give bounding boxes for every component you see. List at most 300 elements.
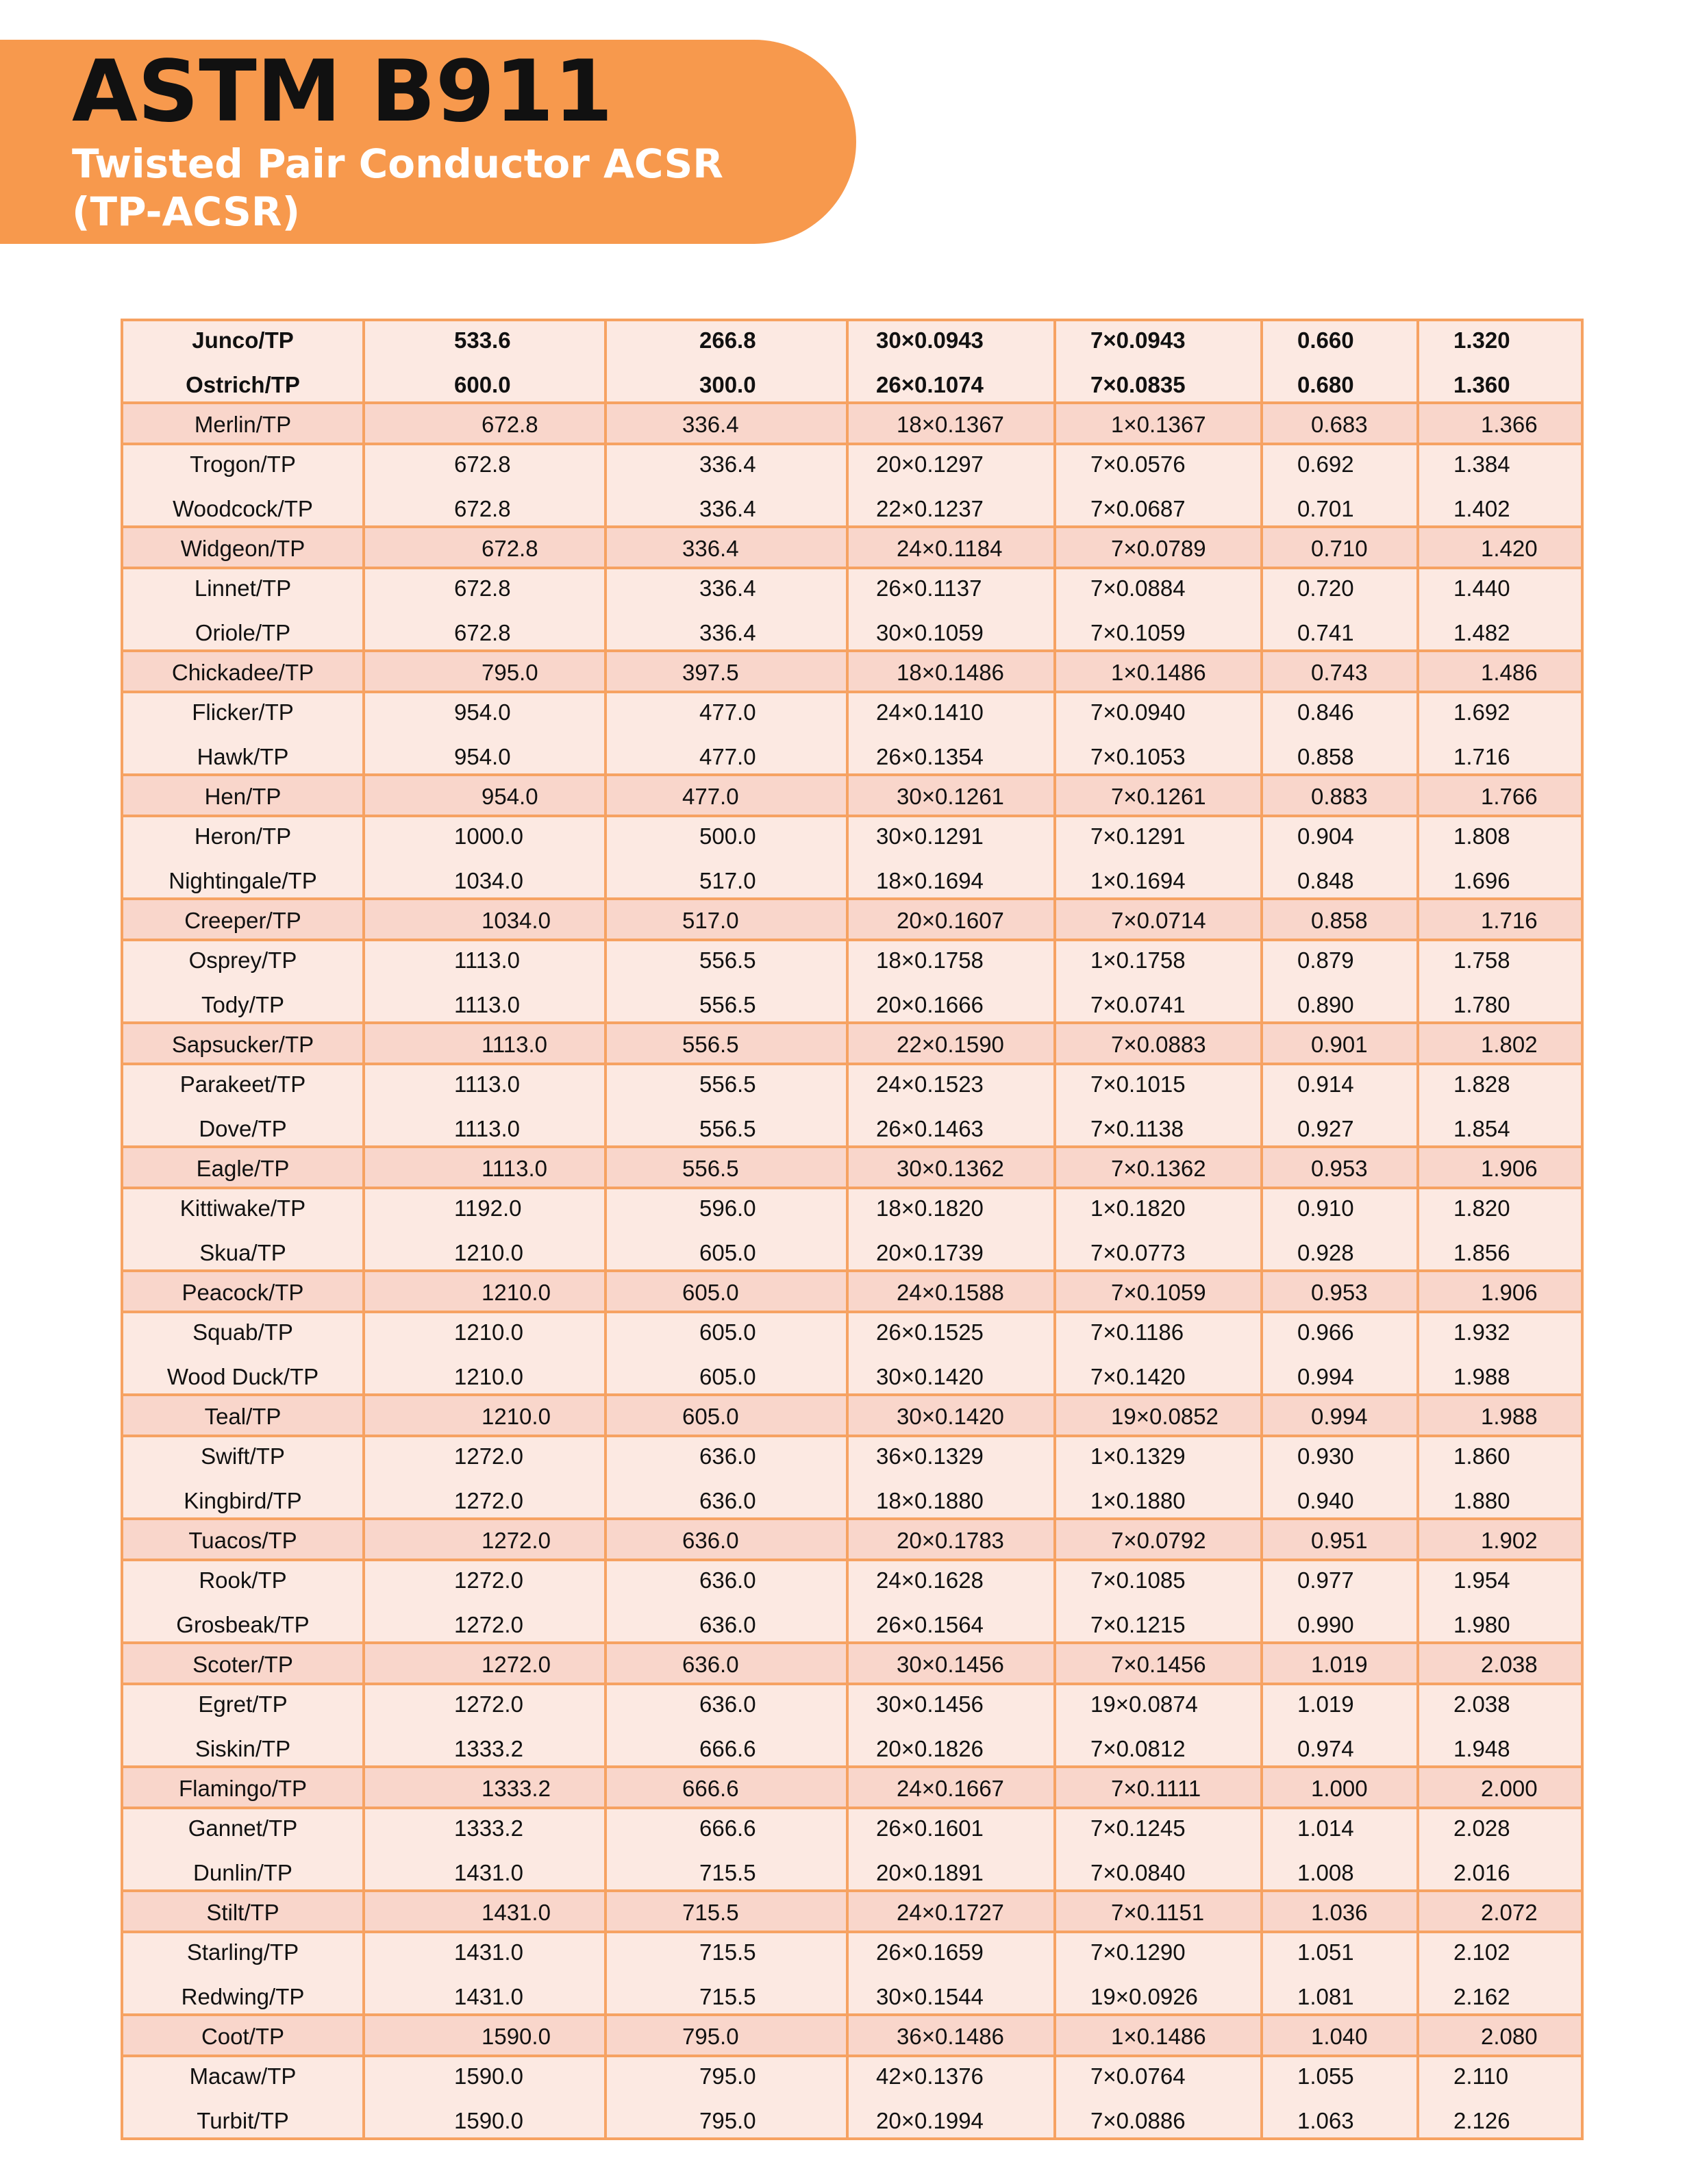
cell-value: 336.4	[699, 575, 756, 601]
cell-value: 7×0.0789	[1111, 536, 1206, 561]
cell-value: 7×0.1186	[1090, 1319, 1184, 1345]
cell-value: 1.081	[1297, 1984, 1354, 2009]
conductor-name: Osprey/TP	[188, 947, 297, 973]
conductor-name: Macaw/TP	[189, 2063, 297, 2089]
table-cell	[1418, 2015, 1582, 2056]
cell-value: 20×0.1739	[876, 1240, 984, 1265]
table-cell	[122, 568, 364, 651]
cell-value: 556.5	[699, 1071, 756, 1097]
table-cell	[122, 1395, 364, 1436]
table-cell	[122, 899, 364, 940]
cell-value: 20×0.1297	[876, 451, 984, 477]
cell-value: 605.0	[699, 1319, 756, 1345]
cell-value: 2.028	[1453, 1815, 1510, 1841]
table-cell	[1418, 320, 1582, 403]
cell-value: 7×0.0741	[1090, 992, 1186, 1017]
cell-value: 19×0.0926	[1090, 1984, 1198, 2009]
table-cell	[1055, 1395, 1262, 1436]
table-cell	[122, 1684, 364, 1767]
cell-value: 1.320	[1453, 327, 1510, 353]
cell-value: 7×0.0940	[1090, 699, 1186, 725]
cell-value: 672.8	[454, 451, 511, 477]
table-cell	[1055, 1064, 1262, 1147]
table-row-group	[122, 2056, 1582, 2139]
cell-value: 0.914	[1297, 1071, 1354, 1097]
table-cell	[1418, 651, 1582, 692]
cell-value: 1210.0	[454, 1319, 523, 1345]
cell-value: 1.008	[1297, 1860, 1354, 1885]
cell-value: 7×0.0714	[1111, 908, 1206, 933]
table-cell	[364, 651, 605, 692]
table-cell	[122, 1064, 364, 1147]
conductor-name: Rook/TP	[199, 1567, 287, 1593]
table-cell	[1055, 1147, 1262, 1188]
cell-value: 7×0.1059	[1090, 620, 1186, 645]
table-cell	[122, 1891, 364, 1932]
cell-value: 7×0.0576	[1090, 451, 1186, 477]
table-cell	[605, 1767, 847, 1808]
table-cell	[847, 403, 1055, 444]
cell-value: 26×0.1525	[876, 1319, 984, 1345]
table-cell	[605, 1271, 847, 1312]
cell-value: 1590.0	[454, 2108, 523, 2133]
cell-value: 18×0.1880	[876, 1488, 984, 1513]
table-cell	[1262, 816, 1418, 899]
cell-value: 1210.0	[454, 1240, 523, 1265]
cell-value: 1113.0	[454, 947, 521, 973]
table-cell	[1262, 1684, 1418, 1767]
cell-value: 1.932	[1453, 1319, 1510, 1345]
cell-value: 1.019	[1311, 1652, 1368, 1677]
cell-value: 1431.0	[454, 1939, 523, 1965]
table-cell	[364, 1767, 605, 1808]
cell-value: 1333.2	[482, 1776, 551, 1801]
cell-value: 596.0	[699, 1195, 756, 1221]
cell-value: 1.780	[1453, 992, 1510, 1017]
table-cell	[1055, 2056, 1262, 2139]
table-cell	[364, 1519, 605, 1560]
cell-value: 1034.0	[454, 868, 523, 893]
cell-value: 30×0.1420	[876, 1364, 984, 1389]
conductor-name: Chickadee/TP	[171, 660, 314, 685]
cell-value: 1.980	[1453, 1612, 1510, 1637]
table-cell	[605, 1643, 847, 1684]
table-cell	[364, 1064, 605, 1147]
cell-value: 336.4	[699, 451, 756, 477]
conductor-name: Junco/TP	[192, 327, 294, 353]
cell-value: 7×0.1085	[1090, 1567, 1186, 1593]
cell-value: 666.6	[699, 1736, 756, 1761]
table-cell	[1055, 1684, 1262, 1767]
cell-value: 7×0.1215	[1090, 1612, 1186, 1637]
cell-value: 1.906	[1481, 1280, 1538, 1305]
cell-value: 1.014	[1297, 1815, 1354, 1841]
table-cell	[122, 1023, 364, 1064]
table-cell	[364, 527, 605, 568]
table-cell	[1418, 1643, 1582, 1684]
cell-value: 1.440	[1453, 575, 1510, 601]
table-cell	[1262, 1147, 1418, 1188]
cell-value: 2.038	[1453, 1691, 1510, 1717]
cell-value: 556.5	[699, 947, 756, 973]
cell-value: 7×0.1291	[1090, 823, 1186, 849]
table-cell	[605, 1188, 847, 1271]
table-cell	[364, 2056, 605, 2139]
conductor-name: Flicker/TP	[192, 699, 294, 725]
table-cell	[1418, 1560, 1582, 1643]
cell-value: 7×0.1420	[1090, 1364, 1186, 1389]
table-cell	[1418, 1436, 1582, 1519]
table-cell	[1418, 1312, 1582, 1395]
cell-value: 1.758	[1453, 947, 1510, 973]
cell-value: 2.102	[1453, 1939, 1510, 1965]
cell-value: 0.940	[1297, 1488, 1354, 1513]
cell-value: 517.0	[682, 908, 739, 933]
table-cell	[1262, 1312, 1418, 1395]
cell-value: 0.701	[1297, 496, 1354, 521]
table-cell	[605, 444, 847, 527]
table-cell	[847, 1023, 1055, 1064]
conductor-name: Tody/TP	[201, 992, 285, 1017]
table-cell	[122, 1519, 364, 1560]
table-cell	[1418, 1808, 1582, 1891]
table-cell	[1262, 1395, 1418, 1436]
table-cell	[122, 2015, 364, 2056]
conductor-name: Heron/TP	[194, 823, 292, 849]
conductor-name: Peacock/TP	[182, 1280, 304, 1305]
cell-value: 1.820	[1453, 1195, 1510, 1221]
table-cell	[1418, 1519, 1582, 1560]
cell-value: 533.6	[454, 327, 511, 353]
table-cell	[1055, 1519, 1262, 1560]
cell-value: 636.0	[682, 1652, 739, 1677]
cell-value: 7×0.0883	[1111, 1032, 1206, 1057]
cell-value: 7×0.1151	[1111, 1900, 1205, 1925]
cell-value: 795.0	[699, 2108, 756, 2133]
table-cell	[847, 1064, 1055, 1147]
cell-value: 954.0	[454, 699, 511, 725]
table-cell	[122, 2056, 364, 2139]
cell-value: 556.5	[682, 1156, 739, 1181]
table-cell	[122, 1147, 364, 1188]
cell-value: 0.890	[1297, 992, 1354, 1017]
cell-value: 36×0.1329	[876, 1443, 984, 1469]
cell-value: 0.901	[1311, 1032, 1368, 1057]
conductor-name: Coot/TP	[201, 2024, 285, 2049]
cell-value: 7×0.0884	[1090, 575, 1186, 601]
table-cell	[364, 1891, 605, 1932]
table-cell	[1418, 403, 1582, 444]
cell-value: 1.486	[1481, 660, 1538, 685]
conductor-name: Starling/TP	[186, 1939, 299, 1965]
conductor-name: Creeper/TP	[184, 908, 301, 933]
table-cell	[605, 775, 847, 816]
cell-value: 7×0.1138	[1090, 1116, 1184, 1141]
table-cell	[1262, 444, 1418, 527]
cell-value: 30×0.1291	[876, 823, 984, 849]
cell-value: 0.680	[1297, 372, 1354, 397]
table-cell	[847, 1808, 1055, 1891]
table-cell	[1262, 320, 1418, 403]
cell-value: 1.384	[1453, 451, 1510, 477]
cell-value: 666.6	[682, 1776, 739, 1801]
cell-value: 18×0.1758	[876, 947, 984, 973]
table-cell	[122, 444, 364, 527]
table-cell	[122, 1560, 364, 1643]
cell-value: 26×0.1074	[876, 372, 984, 397]
cell-value: 672.8	[482, 536, 538, 561]
table-cell	[122, 651, 364, 692]
cell-value: 7×0.1053	[1090, 744, 1186, 769]
cell-value: 266.8	[699, 327, 756, 353]
cell-value: 1.019	[1297, 1691, 1354, 1717]
table-row-highlight	[122, 1891, 1582, 1932]
cell-value: 0.994	[1297, 1364, 1354, 1389]
table-row-group	[122, 568, 1582, 651]
table-cell	[1262, 1519, 1418, 1560]
cell-value: 336.4	[682, 536, 739, 561]
conductor-name: Hen/TP	[204, 784, 282, 809]
cell-value: 20×0.1783	[897, 1528, 1004, 1553]
cell-value: 7×0.0840	[1090, 1860, 1186, 1885]
cell-value: 0.660	[1297, 327, 1354, 353]
cell-value: 1.696	[1453, 868, 1510, 893]
cell-value: 7×0.1111	[1111, 1776, 1201, 1801]
table-cell	[847, 899, 1055, 940]
cell-value: 18×0.1367	[897, 412, 1004, 437]
cell-value: 0.904	[1297, 823, 1354, 849]
cell-value: 1272.0	[454, 1612, 523, 1637]
cell-value: 20×0.1994	[876, 2108, 984, 2133]
table-cell	[605, 1436, 847, 1519]
cell-value: 0.883	[1311, 784, 1368, 809]
cell-value: 2.016	[1453, 1860, 1510, 1885]
table-cell	[605, 1312, 847, 1395]
table-cell	[1262, 2015, 1418, 2056]
table-cell	[1262, 1023, 1418, 1064]
table-cell	[1262, 1064, 1418, 1147]
conductor-name: Skua/TP	[199, 1240, 286, 1265]
cell-value: 0.910	[1297, 1195, 1354, 1221]
cell-value: 795.0	[699, 2063, 756, 2089]
table-cell	[1055, 1767, 1262, 1808]
table-cell	[847, 1560, 1055, 1643]
table-row-highlight	[122, 1767, 1582, 1808]
cell-value: 0.966	[1297, 1319, 1354, 1345]
table-cell	[1262, 651, 1418, 692]
cell-value: 1×0.1820	[1090, 1195, 1186, 1221]
conductor-name: Wood Duck/TP	[166, 1364, 319, 1389]
table-cell	[1055, 1023, 1262, 1064]
table-cell	[1262, 899, 1418, 940]
table-cell	[122, 1271, 364, 1312]
conductor-name: Dove/TP	[199, 1116, 287, 1141]
cell-value: 24×0.1523	[876, 1071, 984, 1097]
cell-value: 0.927	[1297, 1116, 1354, 1141]
table-cell	[1055, 692, 1262, 775]
cell-value: 605.0	[699, 1240, 756, 1265]
cell-value: 7×0.1362	[1111, 1156, 1206, 1181]
cell-value: 7×0.1261	[1111, 784, 1206, 809]
conductor-name: Flamingo/TP	[178, 1776, 308, 1801]
table-row-highlight	[122, 775, 1582, 816]
cell-value: 20×0.1891	[876, 1860, 984, 1885]
table-row-highlight	[122, 1519, 1582, 1560]
table-cell	[122, 1312, 364, 1395]
cell-value: 7×0.0792	[1111, 1528, 1206, 1553]
table-cell	[605, 1395, 847, 1436]
cell-value: 1.055	[1297, 2063, 1354, 2089]
cell-value: 1590.0	[454, 2063, 523, 2089]
cell-value: 7×0.0886	[1090, 2108, 1186, 2133]
table-cell	[1055, 1188, 1262, 1271]
cell-value: 24×0.1410	[876, 699, 984, 725]
table-cell	[1262, 1188, 1418, 1271]
cell-value: 1272.0	[482, 1528, 551, 1553]
table-cell	[1055, 1271, 1262, 1312]
cell-value: 1113.0	[454, 1116, 521, 1141]
table-cell	[1055, 1560, 1262, 1643]
cell-value: 2.072	[1481, 1900, 1538, 1925]
conductor-name: Parakeet/TP	[179, 1071, 306, 1097]
cell-value: 715.5	[682, 1900, 739, 1925]
conductor-name: Egret/TP	[198, 1691, 288, 1717]
table-cell	[847, 1891, 1055, 1932]
table-cell	[1055, 1932, 1262, 2015]
table-cell	[605, 2015, 847, 2056]
table-cell	[1418, 1188, 1582, 1271]
cell-value: 1.988	[1481, 1404, 1538, 1429]
cell-value: 1.948	[1453, 1736, 1510, 1761]
cell-value: 1.366	[1481, 412, 1538, 437]
table-cell	[122, 940, 364, 1023]
cell-value: 0.858	[1311, 908, 1368, 933]
cell-value: 397.5	[682, 660, 739, 685]
cell-value: 36×0.1486	[897, 2024, 1004, 2049]
cell-value: 556.5	[682, 1032, 739, 1057]
cell-value: 24×0.1667	[897, 1776, 1004, 1801]
table-cell	[364, 775, 605, 816]
cell-value: 954.0	[482, 784, 538, 809]
conductor-name: Eagle/TP	[196, 1156, 290, 1181]
table-cell	[605, 1064, 847, 1147]
cell-value: 19×0.0852	[1111, 1404, 1219, 1429]
conductor-name: Sapsucker/TP	[171, 1032, 314, 1057]
cell-value: 477.0	[699, 744, 756, 769]
table-row-highlight	[122, 1395, 1582, 1436]
table-cell	[1262, 1767, 1418, 1808]
table-cell	[1418, 2056, 1582, 2139]
table-cell	[1262, 1643, 1418, 1684]
table-row-group	[122, 1932, 1582, 2015]
table-cell	[1418, 899, 1582, 940]
cell-value: 556.5	[699, 992, 756, 1017]
table-cell	[847, 2056, 1055, 2139]
cell-value: 30×0.1420	[897, 1404, 1004, 1429]
cell-value: 1.954	[1453, 1567, 1510, 1593]
table-cell	[1418, 775, 1582, 816]
table-cell	[1262, 1271, 1418, 1312]
conductor-name: Nightingale/TP	[168, 868, 317, 893]
cell-value: 1113.0	[454, 992, 521, 1017]
table-cell	[122, 1188, 364, 1271]
cell-value: 636.0	[699, 1691, 756, 1717]
table-row-group	[122, 692, 1582, 775]
cell-value: 636.0	[699, 1488, 756, 1513]
cell-value: 26×0.1601	[876, 1815, 984, 1841]
table-cell	[1418, 1395, 1582, 1436]
cell-value: 30×0.1059	[876, 620, 984, 645]
table-cell	[847, 1395, 1055, 1436]
table-cell	[364, 1684, 605, 1767]
table-cell	[1418, 692, 1582, 775]
cell-value: 0.977	[1297, 1567, 1354, 1593]
cell-value: 1.808	[1453, 823, 1510, 849]
cell-value: 7×0.0773	[1090, 1240, 1186, 1265]
table-cell	[847, 1519, 1055, 1560]
table-cell	[847, 1684, 1055, 1767]
cell-value: 0.683	[1311, 412, 1368, 437]
conductor-name: Oriole/TP	[195, 620, 291, 645]
table-cell	[847, 775, 1055, 816]
cell-value: 1×0.1329	[1090, 1443, 1186, 1469]
cell-value: 0.953	[1311, 1280, 1368, 1305]
table-row-group	[122, 444, 1582, 527]
cell-value: 1590.0	[482, 2024, 551, 2049]
cell-value: 26×0.1564	[876, 1612, 984, 1637]
table-cell	[1418, 444, 1582, 527]
table-cell	[1418, 1023, 1582, 1064]
cell-value: 1.802	[1481, 1032, 1538, 1057]
cell-value: 7×0.1456	[1111, 1652, 1206, 1677]
conductor-name: Gannet/TP	[188, 1815, 298, 1841]
table-cell	[605, 1891, 847, 1932]
cell-value: 556.5	[699, 1116, 756, 1141]
cell-value: 1.716	[1481, 908, 1538, 933]
cell-value: 1.040	[1311, 2024, 1368, 2049]
cell-value: 2.110	[1453, 2063, 1509, 2089]
cell-value: 1272.0	[454, 1691, 523, 1717]
cell-value: 22×0.1590	[897, 1032, 1004, 1057]
conductor-name: Grosbeak/TP	[176, 1612, 310, 1637]
conductor-name: Kittiwake/TP	[179, 1195, 306, 1221]
table-cell	[1262, 527, 1418, 568]
cell-value: 2.126	[1453, 2108, 1510, 2133]
cell-value: 0.741	[1297, 620, 1354, 645]
cell-value: 1.402	[1453, 496, 1510, 521]
cell-value: 1.000	[1311, 1776, 1368, 1801]
cell-value: 1×0.1486	[1111, 660, 1206, 685]
table-cell	[122, 527, 364, 568]
table-cell	[1418, 1271, 1582, 1312]
cell-value: 636.0	[699, 1567, 756, 1593]
table-cell	[1418, 816, 1582, 899]
table-cell	[1262, 940, 1418, 1023]
table-cell	[1262, 1436, 1418, 1519]
page-subtitle: Twisted Pair Conductor ACSR (TP-ACSR)	[72, 140, 723, 235]
table-cell	[847, 527, 1055, 568]
cell-value: 0.951	[1311, 1528, 1368, 1553]
cell-value: 1.860	[1453, 1443, 1510, 1469]
cell-value: 1272.0	[454, 1443, 523, 1469]
table-row-group	[122, 816, 1582, 899]
table-cell	[364, 816, 605, 899]
table-row-group	[122, 1312, 1582, 1395]
cell-value: 1.063	[1297, 2108, 1354, 2133]
table-cell	[1418, 1891, 1582, 1932]
table-cell	[122, 1767, 364, 1808]
cell-value: 1×0.1880	[1090, 1488, 1186, 1513]
